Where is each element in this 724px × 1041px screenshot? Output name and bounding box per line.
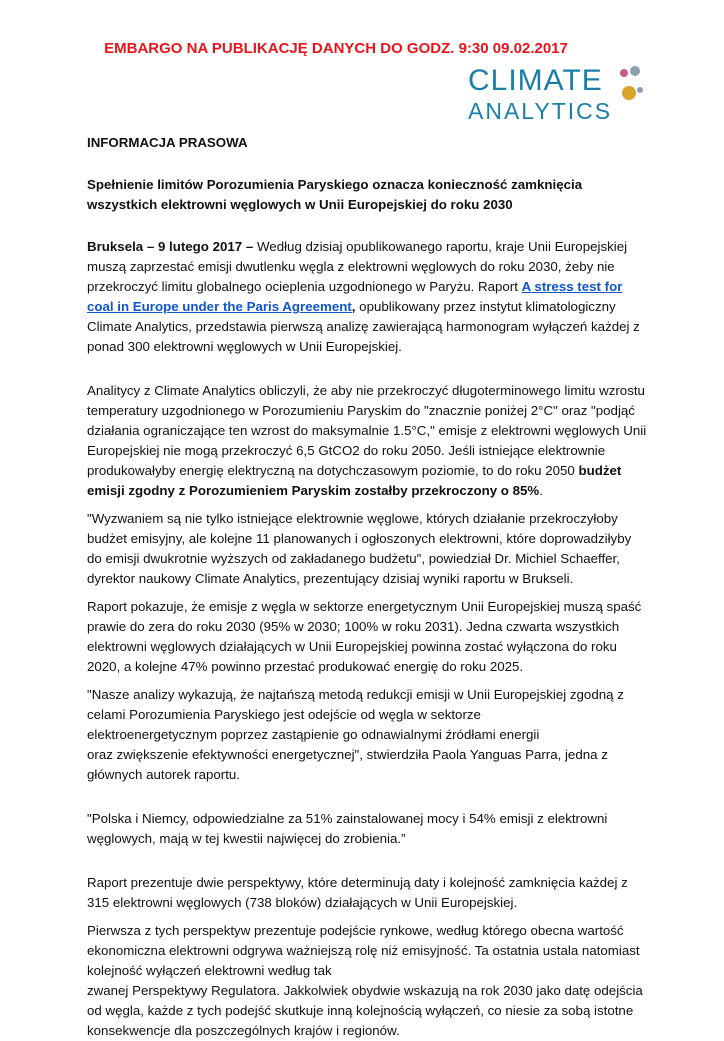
paragraph-1 bbox=[87, 237, 647, 357]
paragraph-2 bbox=[87, 381, 647, 501]
paragraph-5-line-3: oraz zwiększenie efektywności energetycznej", stwierdziła Paola Yanguas Parra, jedna z głównych autorek raportu. bbox=[87, 747, 608, 782]
paragraph-8-line-1: Pierwsza z tych perspektyw prezentuje podejście rynkowe, według którego obecna wartość ekonomiczna elektrowni odgrywa ważniejszą rolę niż emisyjność. Ta ostatnia ustala natomiast kolejność wyłączeń elektrowni według tak bbox=[87, 923, 640, 978]
paragraph-5-line-1: "Nasze analizy wykazują, że najtańszą metodą redukcji emisji w Unii Europejskiej zgodną z celami Porozumienia Paryskiego jest odejście od węgla w sektorze bbox=[87, 687, 624, 722]
globe-icon bbox=[618, 64, 648, 104]
logo-word-climate: CLIMATE bbox=[468, 64, 603, 97]
paragraph-2-text: Analitycy z Climate Analytics obliczyli, że aby nie przekroczyć długoterminowego limitu wzrostu temperatury uzgodnionego w Porozumieniu Paryskim do "znacznie poniżej 2°C" oraz "podjąć działania ograniczające ten wzrost do maksymalnie 1.5°C," emisje z elektrowni węglowych Unii Europejskiej nie mogą przekroczyć 6,5 GtCO2 do roku 2050. Jeśli istniejące elektrownie produkowałyby energię elektryczną na dotychczasowym poziomie, to do roku 2050 bbox=[87, 383, 647, 478]
link-comma: , bbox=[351, 299, 356, 314]
climate-analytics-logo bbox=[468, 64, 648, 124]
paragraph-5-line-2: elektroenergetycznym poprzez zastąpienie go odnawialnymi źródłami energii bbox=[87, 727, 540, 742]
logo-word-analytics: ANALYTICS bbox=[468, 98, 613, 124]
section-label: INFORMACJA PRASOWA bbox=[87, 135, 248, 150]
paragraph-8-line-2: zwanej Perspektywy Regulatora. Jakkolwiek obydwie wskazują na rok 2030 jako datę odejścia od węgla, każde z tych podejść skutkuje inną kolejnością wyłączeń, co niesie za sobą istotne konsekwencje dla poszczególnych krajów i regionów. bbox=[87, 983, 643, 1038]
paragraph-3: "Wyzwaniem są nie tylko istniejące elektrownie węglowe, których działanie przekroczyłoby budżet emisyjny, ale kolejne 11 planowanych i ogłoszonych elektrowni, które doprowadziłyby do emisji dwukrotnie wyższych od zakładanego budżetu", powiedział Dr. Michiel Schaeffer, dyrektor naukowy Climate Analytics, prezentujący dzisiaj wyniki raportu w Brukseli. bbox=[87, 511, 632, 586]
embargo-notice: EMBARGO NA PUBLIKACJĘ DANYCH DO GODZ. 9:30 09.02.2017 bbox=[104, 40, 568, 57]
paragraph-6: "Polska i Niemcy, odpowiedzialne za 51% zainstalowanej mocy i 54% emisji z elektrowni węglowych, mają w tej kwestii najwięcej do zrobienia.” bbox=[87, 811, 608, 846]
paragraph-2-end: . bbox=[539, 483, 543, 498]
report-link[interactable]: A stress test for coal in Europe under the Paris Agreement bbox=[87, 279, 623, 314]
paragraph-7: Raport prezentuje dwie perspektywy, które determinują daty i kolejność zamknięcia każdej z 315 elektrowni węglowych (738 bloków) działających w Unii Europejskiej. bbox=[87, 875, 628, 910]
paragraph-8 bbox=[87, 921, 647, 1041]
dateline: Bruksela – 9 lutego 2017 – bbox=[87, 239, 254, 254]
paragraph-1-text-b: opublikowany przez instytut klimatologiczny Climate Analytics, przedstawia pierwszą analizę zawierającą harmonogram wyłączeń każdej z ponad 300 elektrowni węglowych w Unii Europejskiej. bbox=[87, 299, 640, 354]
paragraph-2-bold: budżet emisji zgodny z Porozumieniem Paryskim zostałby przekroczony o 85% bbox=[87, 463, 622, 498]
headline: Spełnienie limitów Porozumienia Paryskiego oznacza konieczność zamknięcia wszystkich elektrowni węglowych w Unii Europejskiej do roku 2030 bbox=[87, 177, 583, 212]
press-release-body bbox=[87, 133, 647, 1041]
paragraph-5 bbox=[87, 685, 647, 785]
paragraph-4: Raport pokazuje, że emisje z węgla w sektorze energetycznym Unii Europejskiej muszą spaść prawie do zera do roku 2030 (95% w 2030; 100% w roku 2031). Jedna czwarta wszystkich elektrowni węglowych działających w Unii Europejskiej powinna zostać wyłączona do roku 2020, a kolejne 47% powinno przestać produkować energię do roku 2025. bbox=[87, 599, 642, 674]
paragraph-1-text-a: Według dzisiaj opublikowanego raportu, kraje Unii Europejskiej muszą zaprzestać emisji dwutlenku węgla z elektrowni węglowych do roku 2030, żeby nie przekroczyć limitu globalnego ocieplenia uzgodnionego w Paryżu. Raport bbox=[87, 239, 628, 294]
